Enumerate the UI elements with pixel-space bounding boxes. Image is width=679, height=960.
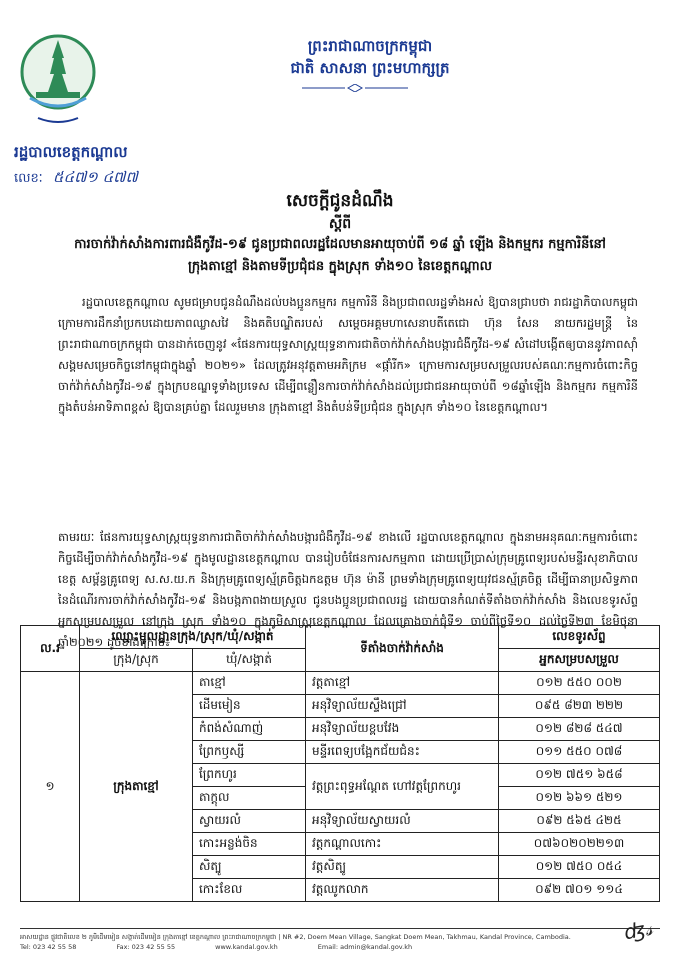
column-header-units: ឈ្មោះមូលដ្ឋានក្រុង/ស្រុក/ឃុំ/សង្កាត់: [80, 626, 306, 649]
coordinator-phone: ០១២ ៧៥១ ៦៥៨: [499, 764, 660, 787]
letter-number-label: លេខៈ: [14, 171, 43, 186]
column-header-site: ទីតាំងចាក់វ៉ាក់សាំង: [306, 626, 499, 672]
ornament-divider: [300, 84, 410, 92]
handwritten-initials: ʤ𝓈: [622, 915, 655, 945]
commune-name: សិត្បូ: [193, 856, 306, 879]
column-header-district: ក្រុង/ស្រុក: [80, 649, 193, 672]
column-header-no: ល.រ: [21, 626, 80, 672]
row-number: ១: [21, 672, 80, 902]
vaccination-site: វត្តតាខ្មៅ: [306, 672, 499, 695]
vaccination-site: មន្ទីរពេទ្យបង្អែកជ័យជំនះ: [306, 741, 499, 764]
footer-divider: [20, 928, 660, 929]
footer-email[interactable]: Email: admin@kandal.gov.kh: [317, 943, 413, 951]
vaccination-site: វត្តព្រះពុទ្ធអណ្ដែត ហៅវត្តព្រែកហូរ: [306, 764, 499, 810]
vaccination-site: វត្តកណ្ដាលកោះ: [306, 833, 499, 856]
kingdom-title: ព្រះរាជាណាចក្រកម្ពុជា: [307, 37, 433, 55]
footer-address: អាសយដ្ឋាន ផ្លូវជាតិលេខ ២ ភូមិដើមមៀន សង្កាត់ដើមមៀន ក្រុងតាខ្មៅ ខេត្តកណ្ដាល ព្រះរាជាណាចក្រកម្ពុជា | NR #2, Doem Mean Village, Sangkat Doem Mean, Takhmau, Kandal Province, Cambodia.: [20, 933, 571, 941]
vaccination-site: វត្តឈូកលាក: [306, 879, 499, 902]
body-paragraph-2: តាមរយៈ ផែនការយុទ្ធសាស្ត្រយុទ្ធនាការជាតិចាក់វ៉ាក់សាំងបង្ការជំងឺកូវីដ-១៩ ខាងលើ រដ្ឋបាលខេត្តកណ្ដាល ក្នុងនាមអនុគណៈកម្មការចំពោះកិច្ចដើម្បីចាក់វ៉ាក់សាំងកូវីដ-១៩ ក្នុងមូលដ្ឋានខេត្តកណ្ដាល បានរៀបចំផែនការសកម្មភាព ដោយប្រើប្រាស់ក្រុមគ្រូពេទ្យរបស់មន្ទីរសុខាភិបាលខេត្ត សម្ព័ន្ធគ្រូពេទ្យ ស.ស.យ.ក និងក្រុមគ្រូពេទ្យស្ម័គ្រចិត្តឯកឧត្ដម ហ៊ុន ម៉ានី ព្រមទាំងក្រុមគ្រូពេទ្យយុវជនស្ម័គ្រចិត្ត ដើម្បីធានាប្រសិទ្ធភាពនៃដំណើរការចាក់វ៉ាក់សាំងកូវីដ-១៩ និងបង្កភាពងាយស្រួល ជូនបងប្អូនប្រជាពលរដ្ឋ ដោយបានកំណត់ទីតាំងចាក់វ៉ាក់សាំង និងលេខទូរស័ព្ទអ្នកសម្របសម្រួល នៅក្រុង ស្រុក ទាំង១០ ក្នុងភូមិសាស្ត្រខេត្តកណ្ដាល ដែលគ្រោងចាក់ជុំទី១ ចាប់ពីថ្ងៃទី១០ ដល់ថ្ងៃទី២៣ ខែមិថុនា ឆ្នាំ២០២១ ដូចខាងក្រោម៖: [58, 530, 638, 649]
issuing-authority: រដ្ឋបាលខេត្តកណ្ដាល: [14, 143, 128, 161]
column-header-coordinator: អ្នកសម្របសម្រួល: [499, 649, 660, 672]
commune-name: ព្រែកហូរ: [193, 764, 306, 787]
table-header-row: [21, 626, 660, 649]
letter-number-value: ៥៤៧១ ៤៧៧: [52, 168, 138, 186]
coordinator-phone: ០១២ ៥៥០ ០០២: [499, 672, 660, 695]
footer-tel: Tel: 023 42 55 58: [20, 943, 77, 951]
vaccination-site: អនុវិទ្យាល័យស្ទឹងជ្រៅ: [306, 695, 499, 718]
column-header-phone: លេខទូរស័ព្ទ: [499, 626, 660, 649]
commune-name: តាក្ដុល: [193, 787, 306, 810]
coordinator-phone: ០៧៦០២០២២១៣: [499, 833, 660, 856]
coordinator-phone: ០១២ ៨២៨ ៥៤៧: [499, 718, 660, 741]
coordinator-phone: ០៩២ ៥៦៥ ៤២៥: [499, 810, 660, 833]
national-motto: ជាតិ សាសនា ព្រះមហាក្សត្រ: [290, 59, 450, 77]
commune-name: តាខ្មៅ: [193, 672, 306, 695]
kingdom-header: [220, 35, 520, 79]
vaccination-site: អនុវិទ្យាល័យស្វាយរលំ: [306, 810, 499, 833]
commune-name: កំពង់សំណាញ់: [193, 718, 306, 741]
coordinator-phone: ០១១ ៥៥០ ០៧៨: [499, 741, 660, 764]
column-header-commune: ឃុំ/សង្កាត់: [193, 649, 306, 672]
commune-name: ដើមមៀន: [193, 695, 306, 718]
letter-number: [14, 168, 234, 190]
footer-web[interactable]: www.kandal.gov.kh: [215, 943, 278, 951]
footer-fax: Fax: 023 42 55 55: [116, 943, 176, 951]
vaccination-site: វត្តសិត្បូ: [306, 856, 499, 879]
commune-name: ស្វាយរលំ: [193, 810, 306, 833]
table-row: [21, 672, 660, 695]
coordinator-phone: ០៩៥ ៨២៣ ២២២: [499, 695, 660, 718]
coordinator-phone: ០៩២ ៧០១ ១១៤: [499, 879, 660, 902]
footer-contacts: [20, 942, 620, 952]
body-paragraph-1: រដ្ឋបាលខេត្តកណ្ដាល សូមជម្រាបជូនដំណឹងដល់បងប្អូនកម្មករ កម្មការិនី និងប្រជាពលរដ្ឋទាំងអស់ ឱ្យបានជ្រាបថា រាជរដ្ឋាភិបាលកម្ពុជាក្រោមការដឹកនាំប្រកបដោយភាពឈ្លាសវៃ និងគតិបណ្ឌិតរបស់ សម្ដេចអគ្គមហាសេនាបតីតេជោ ហ៊ុន សែន នាយករដ្ឋមន្ត្រី នៃព្រះរាជាណាចក្រកម្ពុជា បានដាក់ចេញនូវ «ផែនការយុទ្ធសាស្ត្រយុទ្ធនាការជាតិចាក់វ៉ាក់សាំងបង្ការជំងឺកូវីដ-១៩ សំដៅបង្កើតឲ្យបាននូវភាពស៊ាំសង្គមសម្រេចកិច្ចនៅកម្ពុជាក្នុងឆ្នាំ ២០២១» ដែលត្រូវអនុវត្តតាមអភិក្រម «ផ្កាំរីក» ក្រោមការសម្របសម្រួលរបស់គណៈកម្មការចំពោះកិច្ចចាក់វ៉ាក់សាំងកូវីដ-១៩ ក្នុងក្របខណ្ឌទូទាំងប្រទេស ដើម្បីពន្លឿនការចាក់វ៉ាក់សាំងដល់ប្រជាជនអាយុចាប់ពី ១៨ឆ្នាំឡើង និងកម្មករ កម្មការិនី ក្នុងតំបន់អាទិភាពខ្ពស់ ឱ្យបានគ្រប់គ្នា ដែលរួមមាន ក្រុងតាខ្មៅ និងតំបន់ទីប្រជុំជន ក្នុងស្រុក ទាំង១០ នៃខេត្តកណ្ដាល។: [58, 295, 638, 414]
document-title-block: [60, 188, 620, 278]
document-subject: ការចាក់វ៉ាក់សាំងការពារជំងឺកូវីដ-១៩ ជូនប្រជាពលរដ្ឋដែលមានអាយុចាប់ពី ១៨ ឆ្នាំ ឡើង និងកម្មករ កម្មការិនីនៅក្រុងតាខ្មៅ និងតាមទីប្រជុំជន ក្នុងស្រុក ទាំង១០ នៃខេត្តកណ្ដាល: [74, 237, 606, 274]
provincial-emblem-logo: [18, 28, 98, 128]
coordinator-phone: ០១២ ៦៦១ ៥២១: [499, 787, 660, 810]
document-re: ស្ដីពី: [328, 216, 352, 232]
footer: [20, 932, 620, 952]
commune-name: កោះខែល: [193, 879, 306, 902]
vaccination-sites-table: [20, 625, 660, 902]
commune-name: កោះអន្លង់ចិន: [193, 833, 306, 856]
district-name: ក្រុងតាខ្មៅ: [80, 672, 193, 902]
vaccination-site: អនុវិទ្យាល័យខ្ពបវែង: [306, 718, 499, 741]
coordinator-phone: ០១២ ៧៥០ ០៥៤: [499, 856, 660, 879]
document-title: សេចក្ដីជូនដំណឹង: [286, 191, 394, 211]
commune-name: ព្រែកឫស្សី: [193, 741, 306, 764]
